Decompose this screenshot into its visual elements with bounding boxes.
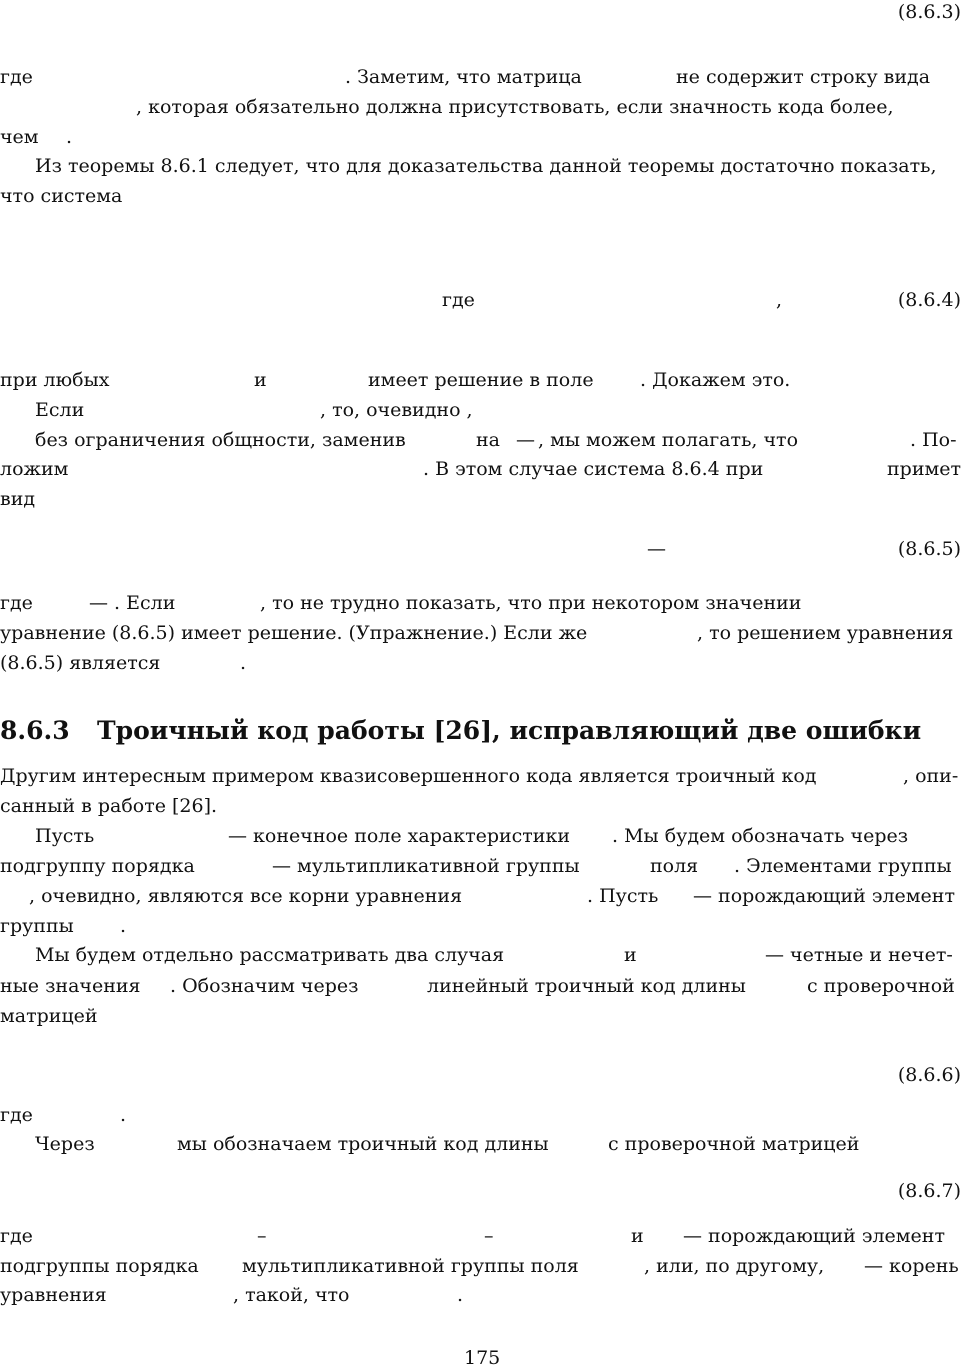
text-fragment: . Заметим, что матрица: [345, 66, 582, 88]
equation-number: (8.6.7): [897, 1180, 961, 1202]
text-fragment: на: [476, 429, 500, 451]
text-fragment: чем: [0, 126, 39, 148]
text-fragment: линейный троичный код длины: [427, 975, 746, 997]
text-fragment: и: [631, 1225, 644, 1247]
text-fragment: — четные и нечет-: [765, 944, 953, 966]
text-fragment: где: [0, 66, 33, 88]
text-fragment: . Обозначим через: [170, 975, 359, 997]
text-fragment: , такой, что: [233, 1284, 350, 1306]
text-fragment: где: [0, 592, 33, 614]
text-fragment: с проверочной матрицей: [608, 1133, 860, 1155]
text-fragment: вид: [0, 488, 36, 510]
text-fragment: и: [624, 944, 637, 966]
text-fragment: имеет решение в поле: [368, 369, 594, 391]
text-fragment: —: [516, 429, 535, 451]
equation-number: (8.6.4): [897, 289, 961, 311]
text-fragment: — конечное поле характеристики: [228, 825, 571, 847]
text-fragment: группы: [0, 915, 74, 937]
text-fragment: , то, очевидно ,: [320, 399, 473, 421]
text-fragment: (8.6.5) является: [0, 652, 161, 674]
text-fragment: .: [120, 915, 127, 937]
section-title: Троичный код работы [26], исправляющий две ошибки: [97, 716, 922, 745]
text-fragment: Мы будем отдельно рассматривать два случая: [35, 944, 505, 966]
text-fragment: с проверочной: [807, 975, 955, 997]
text-fragment: , очевидно, являются все корни уравнения: [29, 885, 463, 907]
text-fragment: — . Если: [89, 592, 176, 614]
text-fragment: — мультипликативной группы: [272, 855, 580, 877]
text-fragment: мы обозначаем троичный код длины: [177, 1133, 549, 1155]
text-fragment: не содержит строку вида: [676, 66, 931, 88]
text-fragment: , мы можем полагать, что: [538, 429, 799, 451]
text-fragment: уравнение (8.6.5) имеет решение. (Упражнение.) Если же: [0, 622, 588, 644]
text-fragment: .: [120, 1104, 127, 1126]
text-fragment: .: [457, 1284, 464, 1306]
text-fragment: –: [257, 1225, 267, 1247]
text-fragment: ные значения: [0, 975, 141, 997]
text-fragment: мультипликативной группы поля: [242, 1255, 579, 1277]
text-fragment: , то решением уравнения: [697, 622, 954, 644]
text-fragment: . Докажем это.: [640, 369, 791, 391]
text-fragment: —: [647, 538, 666, 560]
text-fragment: ложим: [0, 458, 69, 480]
text-fragment: . Пусть: [587, 885, 659, 907]
text-fragment: — порождающий элемент: [683, 1225, 945, 1247]
text-fragment: . По-: [910, 429, 957, 451]
text-fragment: — корень: [864, 1255, 959, 1277]
text-fragment: санный в работе [26].: [0, 795, 218, 817]
text-fragment: при любых: [0, 369, 110, 391]
text-fragment: , то не трудно показать, что при некотором значении: [260, 592, 802, 614]
text-fragment: где: [0, 1104, 33, 1126]
text-fragment: .: [66, 126, 73, 148]
text-fragment: Если: [35, 399, 85, 421]
text-fragment: , опи-: [903, 765, 959, 787]
text-fragment: .: [240, 652, 247, 674]
text-fragment: и: [254, 369, 267, 391]
text-fragment: что система: [0, 185, 123, 207]
section-number: 8.6.3: [0, 716, 70, 745]
text-fragment: . Мы будем обозначать через: [612, 825, 909, 847]
text-fragment: подгруппы порядка: [0, 1255, 199, 1277]
text-fragment: Из теоремы 8.6.1 следует, что для доказательства данной теоремы достаточно показать,: [35, 155, 937, 177]
equation-number: (8.6.6): [897, 1064, 961, 1086]
equation-number: (8.6.3): [897, 1, 961, 23]
equation-number: (8.6.5): [897, 538, 961, 560]
text-fragment: –: [484, 1225, 494, 1247]
text-fragment: . В этом случае система 8.6.4 при: [423, 458, 764, 480]
text-fragment: без ограничения общности, заменив: [35, 429, 406, 451]
text-fragment: Другим интересным примером квазисовершенного кода является троичный код: [0, 765, 817, 787]
text-fragment: , или, по другому,: [644, 1255, 825, 1277]
text-fragment: уравнения: [0, 1284, 107, 1306]
text-fragment: где: [0, 1225, 33, 1247]
text-fragment: ,: [776, 289, 783, 311]
text-fragment: — порождающий элемент: [693, 885, 955, 907]
text-fragment: подгруппу порядка: [0, 855, 195, 877]
text-fragment: поля: [650, 855, 699, 877]
text-fragment: примет: [887, 458, 962, 480]
text-fragment: матрицей: [0, 1005, 98, 1027]
page-number: 175: [464, 1347, 501, 1369]
text-fragment: где: [442, 289, 475, 311]
text-fragment: . Элементами группы: [734, 855, 952, 877]
text-fragment: , которая обязательно должна присутствовать, если значность кода более,: [136, 96, 894, 118]
text-fragment: Пусть: [35, 825, 95, 847]
text-fragment: Через: [35, 1133, 95, 1155]
